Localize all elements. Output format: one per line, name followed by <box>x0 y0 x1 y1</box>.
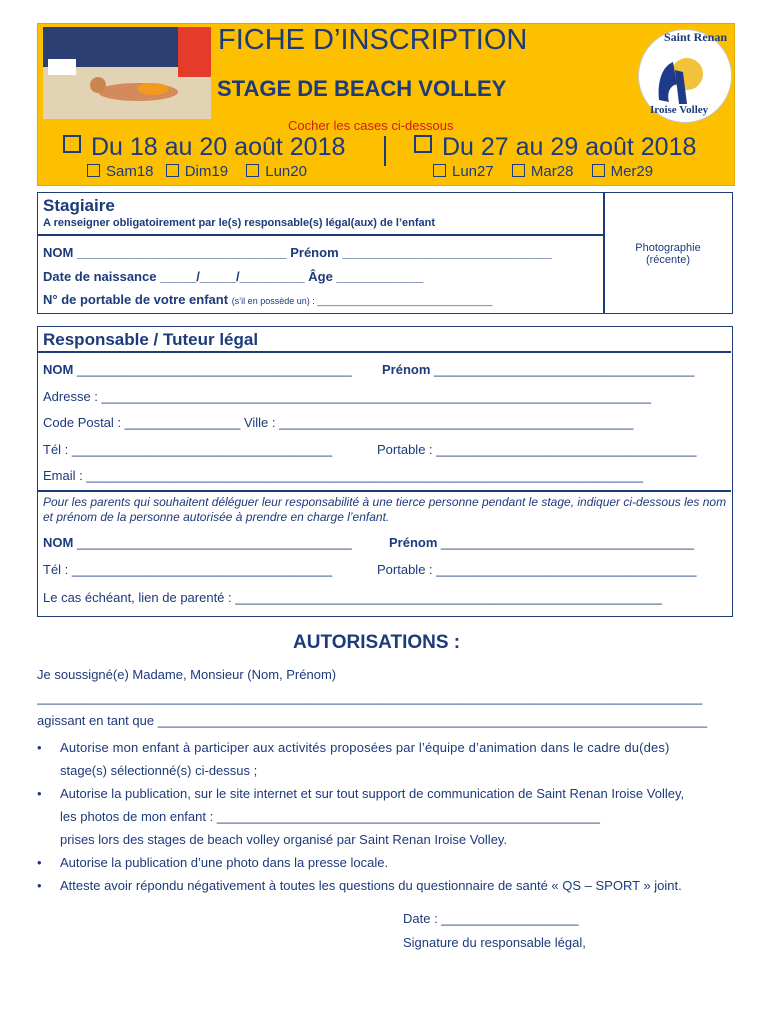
session1-label: Du 18 au 20 août 2018 <box>91 133 346 161</box>
list-item: • Autorise la publication, sur le site internet et sur tout support de communication de Saint Renan Iroise Volley, <box>37 782 737 805</box>
responsable-title: Responsable / Tuteur légal <box>43 330 259 349</box>
bullet-icon: • <box>37 740 42 755</box>
list-item: • Atteste avoir répondu négativement à toutes les questions du questionnaire de santé « QS – SPORT » joint. <box>37 874 737 897</box>
stagiaire-note: A renseigner obligatoirement par le(s) responsable(s) légal(aux) de l’enfant <box>43 217 436 229</box>
photo-placeholder[interactable] <box>606 242 730 266</box>
day-option-mar28[interactable]: Mar28 <box>512 163 574 180</box>
responsable-header-line <box>38 351 731 353</box>
session1-option[interactable] <box>63 133 345 162</box>
bullet-icon: • <box>37 878 42 893</box>
stagiaire-naissance-field[interactable]: Date de naissance _____/_____/_________ Âge ____________ <box>43 269 424 284</box>
beach-volley-photo <box>43 27 211 119</box>
date-field[interactable]: Date : ___________________ <box>403 911 579 926</box>
bullet-icon: • <box>37 786 42 801</box>
responsable-nom-field[interactable]: NOM ______________________________________ <box>43 362 352 377</box>
session2-label: Du 27 au 29 août 2018 <box>442 133 697 161</box>
stagiaire-title: Stagiaire <box>43 196 115 215</box>
responsable-tel-field[interactable]: Tél : ____________________________________ <box>43 442 333 457</box>
photo-sublabel: (récente) <box>645 254 691 266</box>
logo-text-bottom: Iroise Volley <box>650 104 709 116</box>
day-option-sam18[interactable]: Sam18 <box>87 163 154 180</box>
qualite-field[interactable]: agissant en tant que ____________________________________________________________________________ <box>37 713 708 728</box>
responsable-portable-field[interactable]: Portable : ____________________________________ <box>377 442 697 457</box>
session2-days <box>433 163 653 180</box>
list-item: • Autorise la publication d’une photo dans la presse locale. <box>37 851 737 874</box>
delegation-line <box>38 490 731 492</box>
day-option-mer29[interactable]: Mer29 <box>592 163 654 180</box>
logo-text-top: Saint Renan <box>664 30 728 44</box>
photo-label: Photographie <box>635 242 701 254</box>
delegue-prenom-field[interactable]: Prénom ___________________________________ <box>389 535 695 550</box>
day-checkbox[interactable] <box>166 164 179 177</box>
day-option-lun20[interactable]: Lun20 <box>246 163 307 180</box>
responsable-cp-ville-field[interactable]: Code Postal : ________________ Ville : _________________________________________________ <box>43 415 634 430</box>
session1-days <box>87 163 307 180</box>
day-checkbox[interactable] <box>512 164 525 177</box>
list-item-cont: stage(s) sélectionné(s) ci-dessus ; <box>60 763 258 778</box>
day-checkbox[interactable] <box>592 164 605 177</box>
stagiaire-header-line <box>38 234 604 236</box>
day-checkbox[interactable] <box>246 164 259 177</box>
intro-name-field[interactable]: ____________________________________________________________________________________________ <box>37 690 703 705</box>
delegue-tel-field[interactable]: Tél : ____________________________________ <box>43 562 333 577</box>
lien-parente-field[interactable]: Le cas échéant, lien de parenté : ___________________________________________________________ <box>43 590 662 605</box>
autorisations-title: AUTORISATIONS : <box>293 632 461 653</box>
portable-label: N° de portable de votre enfant <box>43 292 229 307</box>
delegation-note: Pour les parents qui souhaitent déléguer leur responsabilité à une tierce personne pendant le stage, indiquer ci-dessous les nom et prénom de la personne autorisée à prendre en charge l’enfant. <box>43 495 727 524</box>
portable-note: (s’il en possède un) : ___________________________________ <box>231 296 493 306</box>
responsable-prenom-field[interactable]: Prénom ____________________________________ <box>382 362 695 377</box>
day-option-lun27[interactable]: Lun27 <box>433 163 494 180</box>
bullet-icon: • <box>37 855 42 870</box>
delegue-nom-field[interactable]: NOM ______________________________________ <box>43 535 352 550</box>
form-subtitle: STAGE DE BEACH VOLLEY <box>217 76 507 101</box>
autorisations-intro: Je soussigné(e) Madame, Monsieur (Nom, Prénom) <box>37 667 337 682</box>
stagiaire-portable-field[interactable] <box>43 292 492 307</box>
session2-option[interactable] <box>414 133 696 162</box>
photos-field[interactable]: les photos de mon enfant : _____________________________________________________ <box>60 809 601 824</box>
list-item: • Autorise mon enfant à participer aux activités proposées par l’équipe d’animation dans le cadre du(des) <box>37 736 737 759</box>
checkbox-instruction: Cocher les cases ci-dessous <box>288 118 454 133</box>
session-divider <box>384 136 386 166</box>
stagiaire-nom-field[interactable]: NOM _____________________________ Prénom _____________________________ <box>43 245 552 260</box>
responsable-adresse-field[interactable]: Adresse : ____________________________________________________________________________ <box>43 389 652 404</box>
signature-label: Signature du responsable légal, <box>403 935 586 950</box>
form-title: FICHE D’INSCRIPTION <box>218 24 528 56</box>
autorisations-list <box>37 736 737 897</box>
list-item-cont: prises lors des stages de beach volley organisé par Saint Renan Iroise Volley. <box>60 832 508 847</box>
responsable-email-field[interactable]: Email : _____________________________________________________________________________ <box>43 468 644 483</box>
day-option-dim19[interactable]: Dim19 <box>166 163 228 180</box>
session2-checkbox[interactable] <box>414 135 432 153</box>
delegue-portable-field[interactable]: Portable : ____________________________________ <box>377 562 697 577</box>
session1-checkbox[interactable] <box>63 135 81 153</box>
stagiaire-divider <box>603 192 605 313</box>
day-checkbox[interactable] <box>87 164 100 177</box>
day-checkbox[interactable] <box>433 164 446 177</box>
